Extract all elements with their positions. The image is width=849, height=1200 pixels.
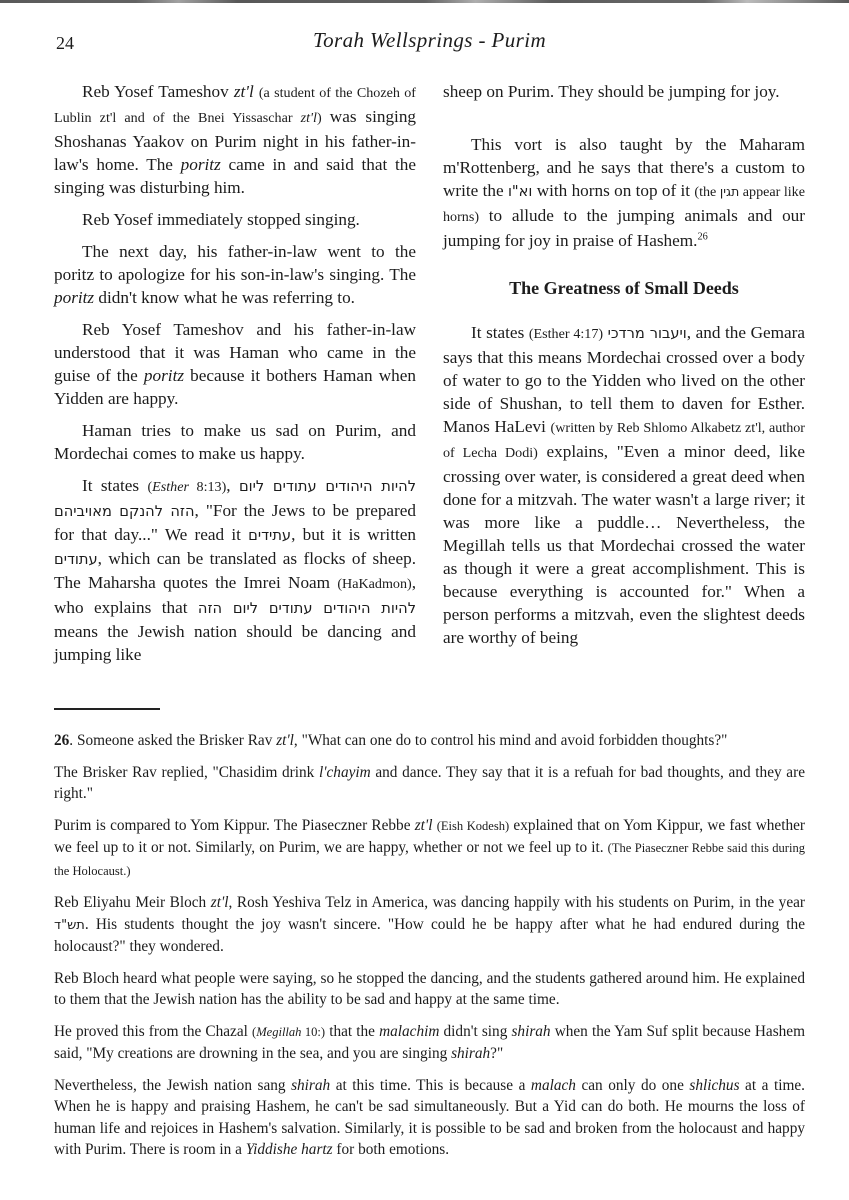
- text-run: and dance. They say that it is a refuah for bad thoughts, and they are right.": [54, 763, 805, 802]
- text-run: The Brisker Rav replied, "Chasidim drink: [54, 763, 319, 781]
- paragraph: [54, 474, 416, 666]
- text-run: l'chayim: [318, 763, 371, 781]
- text-run: malach: [530, 1076, 576, 1094]
- text-run: didn't know what he was referring to.: [94, 288, 355, 307]
- text-run: (Esther 4:17): [528, 326, 604, 342]
- text-run: , and the Gemara says that this means Mordechai crossed over a body of water to go to the Yidden who lived on the other side of Shushan, to tell them to daven for Esther. Manos HaLevi: [443, 323, 805, 436]
- text-run: was singing Shoshanas Yaakov on Purim night in his father-in-law's home. The: [54, 107, 417, 174]
- paragraph: [54, 762, 805, 805]
- text-run: Reb Bloch heard what people were saying, so he stopped the dancing, and the students gathered around him. He explained to them that the Jewish nation has the ability to be sad and happy at the same time.: [54, 969, 805, 1008]
- text-run: , "For the Jews to be prepared for that day..." We read it: [54, 501, 416, 544]
- text-run: came in and said that the singing was disturbing him.: [54, 155, 416, 197]
- paragraph: [54, 1075, 805, 1161]
- paragraph: [443, 321, 805, 649]
- footnotes-section: [54, 730, 805, 1161]
- text-run: (Eish Kodesh): [436, 818, 510, 833]
- text-run: Purim is compared to Yom Kippur. The Piaseczner Rebbe: [54, 816, 415, 834]
- text-run: . Someone asked the Brisker Rav: [69, 732, 277, 749]
- hebrew-text: להיות היהודים עתודים ליום הזה: [197, 600, 416, 617]
- text-run: Nevertheless, the Jewish nation sang: [54, 1076, 292, 1094]
- footnote-divider: [54, 708, 160, 710]
- text-run: poritz: [54, 288, 95, 307]
- hebrew-text: ויעבור מרדכי: [607, 325, 687, 342]
- right-column: [443, 80, 805, 658]
- paragraph: [443, 133, 805, 252]
- text-run: Reb Yosef Tameshov: [82, 82, 234, 101]
- text-run: , which can be translated as flocks of sheep. The Maharsha quotes the Imrei Noam: [54, 549, 416, 592]
- paragraph: [54, 240, 416, 309]
- paragraph: [54, 318, 416, 410]
- text-run: . His students thought the joy wasn't sincere. "How could he be happy after what he had endured during the holocaust?" they wondered.: [54, 915, 805, 955]
- section-heading: The Greatness of Small Deeds: [509, 278, 739, 298]
- text-run: Haman tries to make us sad on Purim, and Mordechai comes to make us happy.: [54, 421, 416, 463]
- text-run: (a student of the Chozeh of Lublin zt'l and of the Bnei Yissaschar: [54, 85, 416, 126]
- text-run: (: [147, 479, 153, 495]
- paragraph: [54, 730, 805, 752]
- text-run: ): [316, 110, 330, 126]
- text-run: with horns on top of it: [532, 181, 695, 200]
- scan-artifact-top-edge: [0, 0, 849, 3]
- hebrew-text: תגין: [719, 185, 740, 199]
- text-run: zt'l: [300, 110, 317, 126]
- paragraph: [54, 1021, 805, 1065]
- text-run: (written by Reb Shlomo Alkabetz zt'l, author of Lecha Dodi): [443, 420, 806, 461]
- text-run: when the Yam Suf split because Hashem said, "My creations are drowning in the sea, and you are singing: [54, 1022, 805, 1062]
- text-run: It states: [471, 323, 529, 342]
- text-run: shirah: [511, 1022, 551, 1040]
- text-run: The next day, his father-in-law went to the poritz to apologize for his son-in-law's singing. The: [54, 242, 416, 284]
- text-run: This vort is also taught by the Maharam m'Rottenberg, and he says that there's a custom to write the: [443, 135, 805, 200]
- text-run: It states: [82, 476, 148, 495]
- text-run: Reb Yosef Tameshov and his father-in-law understood that it was Haman who came in the guise of the: [54, 320, 416, 385]
- text-run: Megillah: [256, 1024, 302, 1039]
- text-run: , "What can one do to control his mind and avoid forbidden thoughts?": [293, 732, 728, 749]
- hebrew-text: עתידים: [248, 527, 292, 544]
- text-run: (HaKadmon): [337, 576, 412, 592]
- text-run: shlichus: [689, 1076, 740, 1094]
- text-run: explained that on Yom Kippur, we fast whether we feel up to it or not. Similarly, on Purim, we are happy, whether or not we feel up to it.: [54, 816, 806, 856]
- text-run: didn't sing: [439, 1022, 512, 1040]
- text-run: to allude to the jumping animals and our jumping for joy in praise of Hashem.: [443, 206, 805, 250]
- text-run: because it bothers Haman when Yidden are happy.: [54, 366, 416, 408]
- text-run: at a time. When he is happy and praising Hashem, he can't be sad simultaneously. But a Yid can do both. He mourns the loss of human life and rejoices in Hashem's salvation. Similarly, it is possible to be sad and broken from the holocaust and happy with Purim. There is room in a: [54, 1076, 805, 1158]
- text-run: Esther: [152, 479, 189, 495]
- text-run: ?": [490, 1045, 504, 1062]
- text-run: 26: [697, 231, 708, 243]
- text-run: means the Jewish nation should be dancing and jumping like: [54, 622, 416, 664]
- paragraph: [54, 892, 805, 958]
- hebrew-text: להיות היהודים עתודים ליום הזה להנקם מאויביהם: [54, 478, 417, 520]
- text-run: explains, "Even a minor deed, like crossing over water, is considered a great deed when done for a mitzvah. The water wasn't a large river; it was more like a puddle… Nevertheless, the Megillah tells us that Mordechai crossed the water as though it were a great accomplishment. This is because everything is accounted for." When a person performs a mitzvah, even the slightest deeds are worthy of being: [443, 442, 806, 647]
- text-run: zt'l: [414, 816, 433, 834]
- text-run: (: [252, 1024, 257, 1039]
- text-run: poritz: [180, 155, 221, 174]
- text-run: He proved this from the Chazal: [54, 1022, 253, 1040]
- paragraph: [54, 80, 416, 199]
- text-run: zt'l: [233, 82, 259, 101]
- text-run: zt'l: [276, 732, 294, 749]
- text-run: malachim: [379, 1022, 440, 1040]
- text-run: (the: [694, 184, 720, 200]
- paragraph: [54, 815, 805, 883]
- text-run: shirah: [451, 1045, 491, 1062]
- left-column: [54, 80, 416, 675]
- text-run: 26: [54, 732, 70, 749]
- two-column-body: [54, 80, 805, 692]
- text-run: Yiddishe hartz: [245, 1141, 333, 1158]
- text-run: poritz: [143, 366, 185, 385]
- hebrew-text: תש"ד: [54, 917, 85, 933]
- text-run: 8:13): [188, 479, 227, 495]
- page-header: [54, 28, 805, 58]
- text-run: shirah: [291, 1076, 331, 1094]
- paragraph: [54, 208, 416, 231]
- text-run: (The Piaseczner Rebbe said this during the Holocaust.): [54, 841, 805, 878]
- text-run: zt'l: [210, 894, 229, 911]
- text-run: 10:): [301, 1024, 326, 1039]
- text-run: Reb Eliyahu Meir Bloch: [54, 894, 211, 911]
- text-run: sheep on Purim. They should be jumping for joy.: [443, 82, 780, 101]
- text-run: Reb Yosef immediately stopped singing.: [82, 210, 360, 229]
- text-run: at this time. This is because a: [330, 1076, 531, 1094]
- hebrew-text: וא"ו: [507, 183, 533, 200]
- text-run: , but it is written: [291, 525, 416, 544]
- text-run: appear like horns): [443, 184, 805, 225]
- text-run: , who explains that: [54, 573, 416, 617]
- page-title: Torah Wellsprings - Purim: [312, 28, 547, 52]
- text-run: can only do one: [575, 1076, 690, 1094]
- paragraph: [54, 968, 805, 1011]
- text-run: , Rosh Yeshiva Telz in America, was dancing happily with his students on Purim, in the year: [228, 894, 805, 911]
- hebrew-text: עתודים: [54, 551, 98, 568]
- text-run: for both emotions.: [332, 1141, 450, 1158]
- text-run: that the: [325, 1022, 380, 1040]
- paragraph: [54, 419, 416, 465]
- page-number: 24: [56, 33, 74, 53]
- text-run: ,: [226, 476, 239, 495]
- paragraph: [443, 80, 805, 103]
